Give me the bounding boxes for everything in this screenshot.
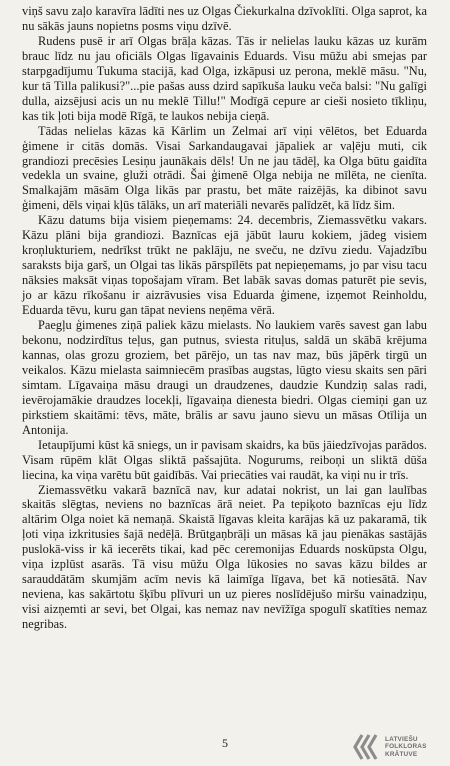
paragraph: viņš savu zaļo karavīra lādīti nes uz Olgas Čiekurkalna dzīvoklīti. Olga saprot, ka nu sākās jauns nopietns posms viņu dzīvē. (22, 4, 427, 33)
wordmark-line: KRĀTUVE (385, 750, 418, 758)
paragraph: Ietaupījumi kūst kā sniegs, un ir pavisam skaidrs, ka būs jāiedzīvojas parādos. Visam rūpēm klāt Olgas sliktā pašsajūta. Nogurums, reiboņi un sliktā dūša liecina, ka viņa varētu būt gaidībās. Vai priecāties vai raudāt, ka viņi nu ir trīs. (22, 437, 427, 482)
paragraph: Ziemassvētku vakarā baznīcā nav, kur adatai nokrist, un lai gan laulības skaitās slēgtas, neviens no baznīcas ārā neiet. Pa tepiķoto baznīcas eju līdz altārim Olga noiet kā nemaņā. Skaistā līgavas kleita karājas kā uz pakaramā, tik ļoti viņa izkritusies šajā nedēļā. Brūtgaņbrāļi un māsas kā jau pienākas sastājās puslokā-viss ir kā iecerēts tikai, kad pēc ceremonijas Eduards noskūpsta Olgu, viņa izplūst asarās. Tā visu mūžu Olga lūkosies no savas kāzu bildes ar sarauddātām skumjām acīm nevis kā laimīga līgava, bet kā notiesātā. Nav neviena, kas sakārtotu šķību plīvuri un uz pieres noslīdējušo miršu vainadziņu, visi aizņemti ar sevi, bet Olgai, kas nemaz nav nevīžīga spogulī skatīties nemaz negribas. (22, 482, 427, 632)
folklore-archive-logo-icon (352, 732, 382, 762)
folklore-archive-logo (352, 730, 448, 764)
paragraph: Kāzu datums bija visiem pieņemams: 24. decembris, Ziemassvētku vakars. Kāzu plāni bija grandiozi. Baznīcas ejā jābūt lauru kokiem, jādeg visiem kroņlukturiem, nedrīkst trūkt ne paklāju, ne sveču, ne dzīvu ziedu. Vajadzību saraksts bija garš, un Olgai tas likās pārspīlēts pat nepieņemams, jo par visu tacu nāksies maksāt viņas topošajam vīram. Bet labāk savas domas paturēt pie sevis, jo ar kāzu rīkošanu ir aizrāvusies visa Eduarda ģimene, izņemot Reinholdu, Eduarda tēvu, kuru gan tāpat neviens neņēma vērā. (22, 213, 427, 318)
page-text (22, 4, 427, 632)
wordmark-line: LATVIEŠU (385, 735, 418, 743)
paragraph: Paegļu ģimenes ziņā paliek kāzu mielasts. No laukiem varēs savest gan labu bekonu, nodzirdītus teļus, gan putnus, sviesta rituļus, saldā un skābā krējuma kannas, olas grozu groziem, bet pārējo, un tas nav maz, būs jāpērk tirgū un veikalos. Kāzu mielasta saimniecēm prasības augstas, lūgto viesu skaits sen pāri simtam. Līgavaiņa māsu draugi un draudzenes, daudzie Kundziņ salas radi, ievērojamākie draudzes locekļi, līgavaiņa dienesta biedri. Olgas ciemiņi gan uz pirkstiem skaitāmi: tēvs, māte, brālis ar savu jauno sievu un māsas Otīlija un Antonija. (22, 318, 427, 437)
wordmark-line: FOLKLORAS (385, 743, 427, 751)
paragraph: Rudens pusē ir arī Olgas brāļa kāzas. Tās ir nelielas lauku kāzas uz kurām brauc līdz nu jau oficiāls Olgas līgavainis Eduards. Visu mūžu abi smejas par starpgadījumu Tukuma stacijā, kad Olga, izkāpusi uz perona, meklē māsu. "Nu, kur tā Tilla palikusi?"...pie pašas auss dzird sapīkuša lauku veča balsi: "Nu galīgi dulla, aizsējusi acis un nu meklē Tillu!" Modīgā cepure ar cieši nosieto tīkliņu, kas tik ļoti bija modē Rīgā, te laukos nebija cieņā. (22, 33, 427, 123)
folklore-archive-wordmark (385, 736, 427, 758)
page-number: 5 (222, 736, 228, 750)
paragraph: Tādas nelielas kāzas kā Kārlim un Zelmai arī viņi vēlētos, bet Eduarda ģimene ir citās domās. Visai Sarkandaugavai jāpaliek ar vaļēju muti, cik grandiozi precēsies Lesiņu jaunākais dēls! Un ne jau tādēļ, ka Olga būtu gaidīta vedekla un svaine, gluži otrādi. Šai ģimenē Olga nebija ne mīlēta, ne cienīta. Smalkajām māsām Olga likās par prastu, bet māte raizējās, ka dibinot savu ģimeni, dēls viņai kļūs tālāks, un arī materiāli nevarēs palīdzēt, kā līdz šim. (22, 123, 427, 213)
